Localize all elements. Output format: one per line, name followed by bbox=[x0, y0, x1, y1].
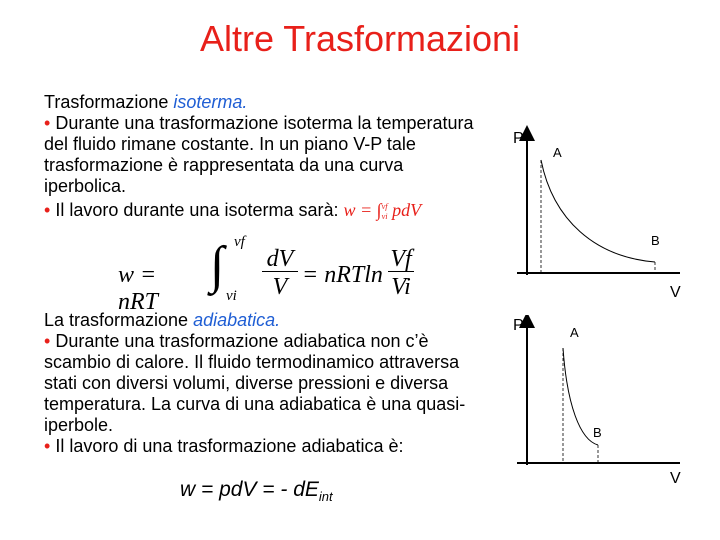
adiabatic-heading-prefix: La trasformazione bbox=[44, 310, 194, 330]
adiabatic-graph bbox=[505, 315, 695, 495]
adiabatic-formula-sub: int bbox=[318, 489, 333, 505]
slide-title: Altre Trasformazioni bbox=[199, 18, 521, 59]
formula-eq: = nRTln bbox=[302, 262, 383, 288]
formula-frac-num: dV bbox=[266, 246, 294, 272]
adiabatic-formula bbox=[180, 478, 333, 504]
y-axis-label: P bbox=[513, 317, 524, 334]
y-axis-label: P bbox=[513, 130, 524, 147]
isotherm-heading-prefix: Trasformazione bbox=[44, 92, 174, 112]
bullet-icon: • bbox=[44, 200, 51, 220]
point-a-label: A bbox=[570, 325, 579, 340]
bullet-icon: • bbox=[44, 331, 51, 351]
adiabatic-section bbox=[44, 310, 484, 457]
bullet-icon: • bbox=[44, 113, 51, 133]
isotherm-graph bbox=[505, 125, 695, 305]
adiabatic-bullet-1-text: Durante una trasformazione adiabatica non c’è scambio di calore. Il fluido termodinamico attraversa stati con diversi volumi, diverse pressioni e diversa temperatura. La curva di una adiabatica è una quasi-iperbole. bbox=[44, 331, 466, 435]
adiabatic-bullet-2 bbox=[44, 436, 484, 457]
isotherm-bullet-1 bbox=[44, 113, 489, 197]
adiabatic-heading-term: adiabatica. bbox=[193, 310, 281, 330]
isotherm-section bbox=[44, 92, 489, 222]
point-b-label: B bbox=[593, 425, 602, 440]
isotherm-bullet-2 bbox=[44, 200, 489, 222]
formula-frac-den: V bbox=[272, 274, 288, 300]
adiabatic-heading bbox=[44, 310, 484, 331]
adiabatic-bullet-2-text: Il lavoro di una trasformazione adiabatica è: bbox=[55, 436, 404, 456]
isotherm-bullet-1-text: Durante una trasformazione isoterma la temperatura del fluido rimane costante. In un piano V-P tale trasformazione è rappresentata da una curva iperbolica. bbox=[44, 113, 474, 196]
x-axis-label: V bbox=[670, 470, 681, 487]
bullet-icon: • bbox=[44, 436, 51, 456]
x-axis-label: V bbox=[670, 284, 681, 301]
isotherm-inline-formula: w = ∫ vf vi pdV bbox=[343, 200, 422, 221]
isotherm-bullet-2-text: Il lavoro durante una isoterma sarà: bbox=[55, 200, 344, 220]
inline-int-upper: vf bbox=[381, 201, 388, 211]
isotherm-curve bbox=[541, 160, 655, 262]
point-a-label: A bbox=[553, 145, 562, 160]
formula-ln-den: Vi bbox=[391, 274, 411, 300]
formula-int-lower: vi bbox=[226, 288, 237, 304]
point-b-label: B bbox=[651, 233, 660, 248]
isotherm-heading-term: isoterma. bbox=[173, 92, 248, 112]
adiabatic-formula-main: w = pdV = - dE bbox=[180, 478, 319, 501]
adiabatic-bullet-1 bbox=[44, 331, 484, 436]
formula-ln-num: Vf bbox=[390, 246, 412, 272]
isotherm-heading bbox=[44, 92, 489, 113]
formula-int-upper: vf bbox=[234, 234, 245, 250]
inline-int-lower: vi bbox=[381, 211, 388, 221]
